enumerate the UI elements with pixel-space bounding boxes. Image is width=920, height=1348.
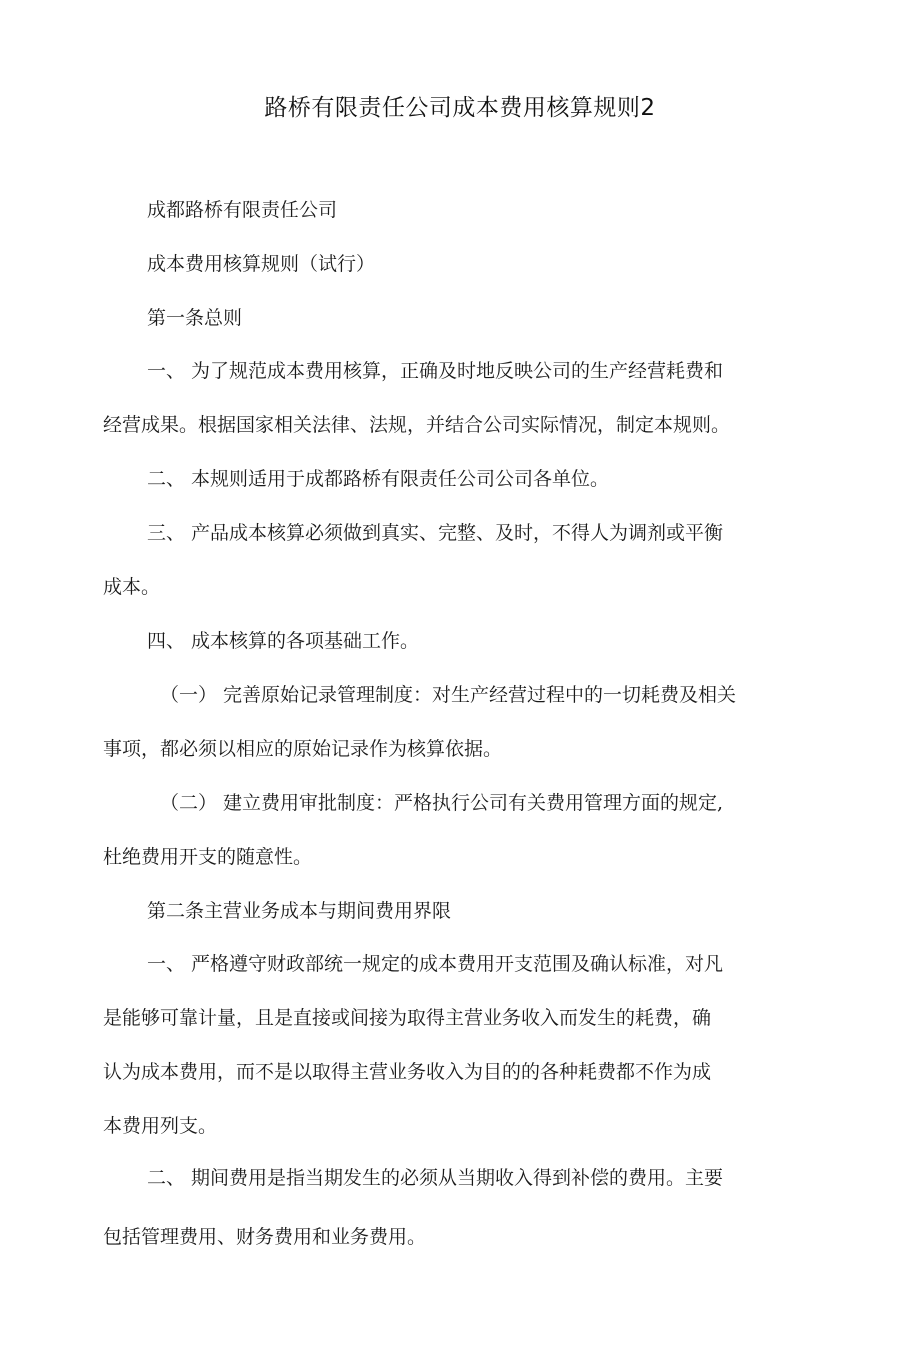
paragraph-line: 本费用列支。 xyxy=(103,1115,218,1137)
paragraph-line: 一、 严格遵守财政部统一规定的成本费用开支范围及确认标准，对凡 xyxy=(147,953,724,975)
article-heading-1: 第一条总则 xyxy=(147,307,243,329)
paragraph-line: 经营成果。根据国家相关法律、法规，并结合公司实际情况，制定本规则。 xyxy=(103,414,731,436)
company-name-line: 成都路桥有限责任公司 xyxy=(147,199,338,221)
paragraph-line: 二、 本规则适用于成都路桥有限责任公司公司各单位。 xyxy=(147,468,610,490)
paragraph-line: 事项，都必须以相应的原始记录作为核算依据。 xyxy=(103,738,503,760)
paragraph-line: 二、 期间费用是指当期发生的必须从当期收入得到补偿的费用。主要 xyxy=(147,1167,724,1189)
paragraph-line: （一） 完善原始记录管理制度：对生产经营过程中的一切耗费及相关 xyxy=(160,684,737,706)
paragraph-line: 是能够可靠计量，且是直接或间接为取得主营业务收入而发生的耗费，确 xyxy=(103,1007,712,1029)
paragraph-line: 认为成本费用，而不是以取得主营业务收入为目的的各种耗费都不作为成 xyxy=(103,1061,712,1083)
paragraph-line: 一、 为了规范成本费用核算，正确及时地反映公司的生产经营耗费和 xyxy=(147,360,724,382)
rules-subtitle-line: 成本费用核算规则（试行） xyxy=(147,253,376,275)
paragraph-line: 成本。 xyxy=(103,576,161,598)
article-heading-2: 第二条主营业务成本与期间费用界限 xyxy=(147,900,452,922)
paragraph-line: （二） 建立费用审批制度：严格执行公司有关费用管理方面的规定, xyxy=(160,792,724,814)
paragraph-line: 杜绝费用开支的随意性。 xyxy=(103,846,313,868)
paragraph-line: 四、 成本核算的各项基础工作。 xyxy=(147,630,420,652)
paragraph-line: 包括管理费用、财务费用和业务费用。 xyxy=(103,1226,427,1248)
document-title: 路桥有限责任公司成本费用核算规则2 xyxy=(264,95,656,121)
paragraph-line: 三、 产品成本核算必须做到真实、完整、及时，不得人为调剂或平衡 xyxy=(147,522,724,544)
